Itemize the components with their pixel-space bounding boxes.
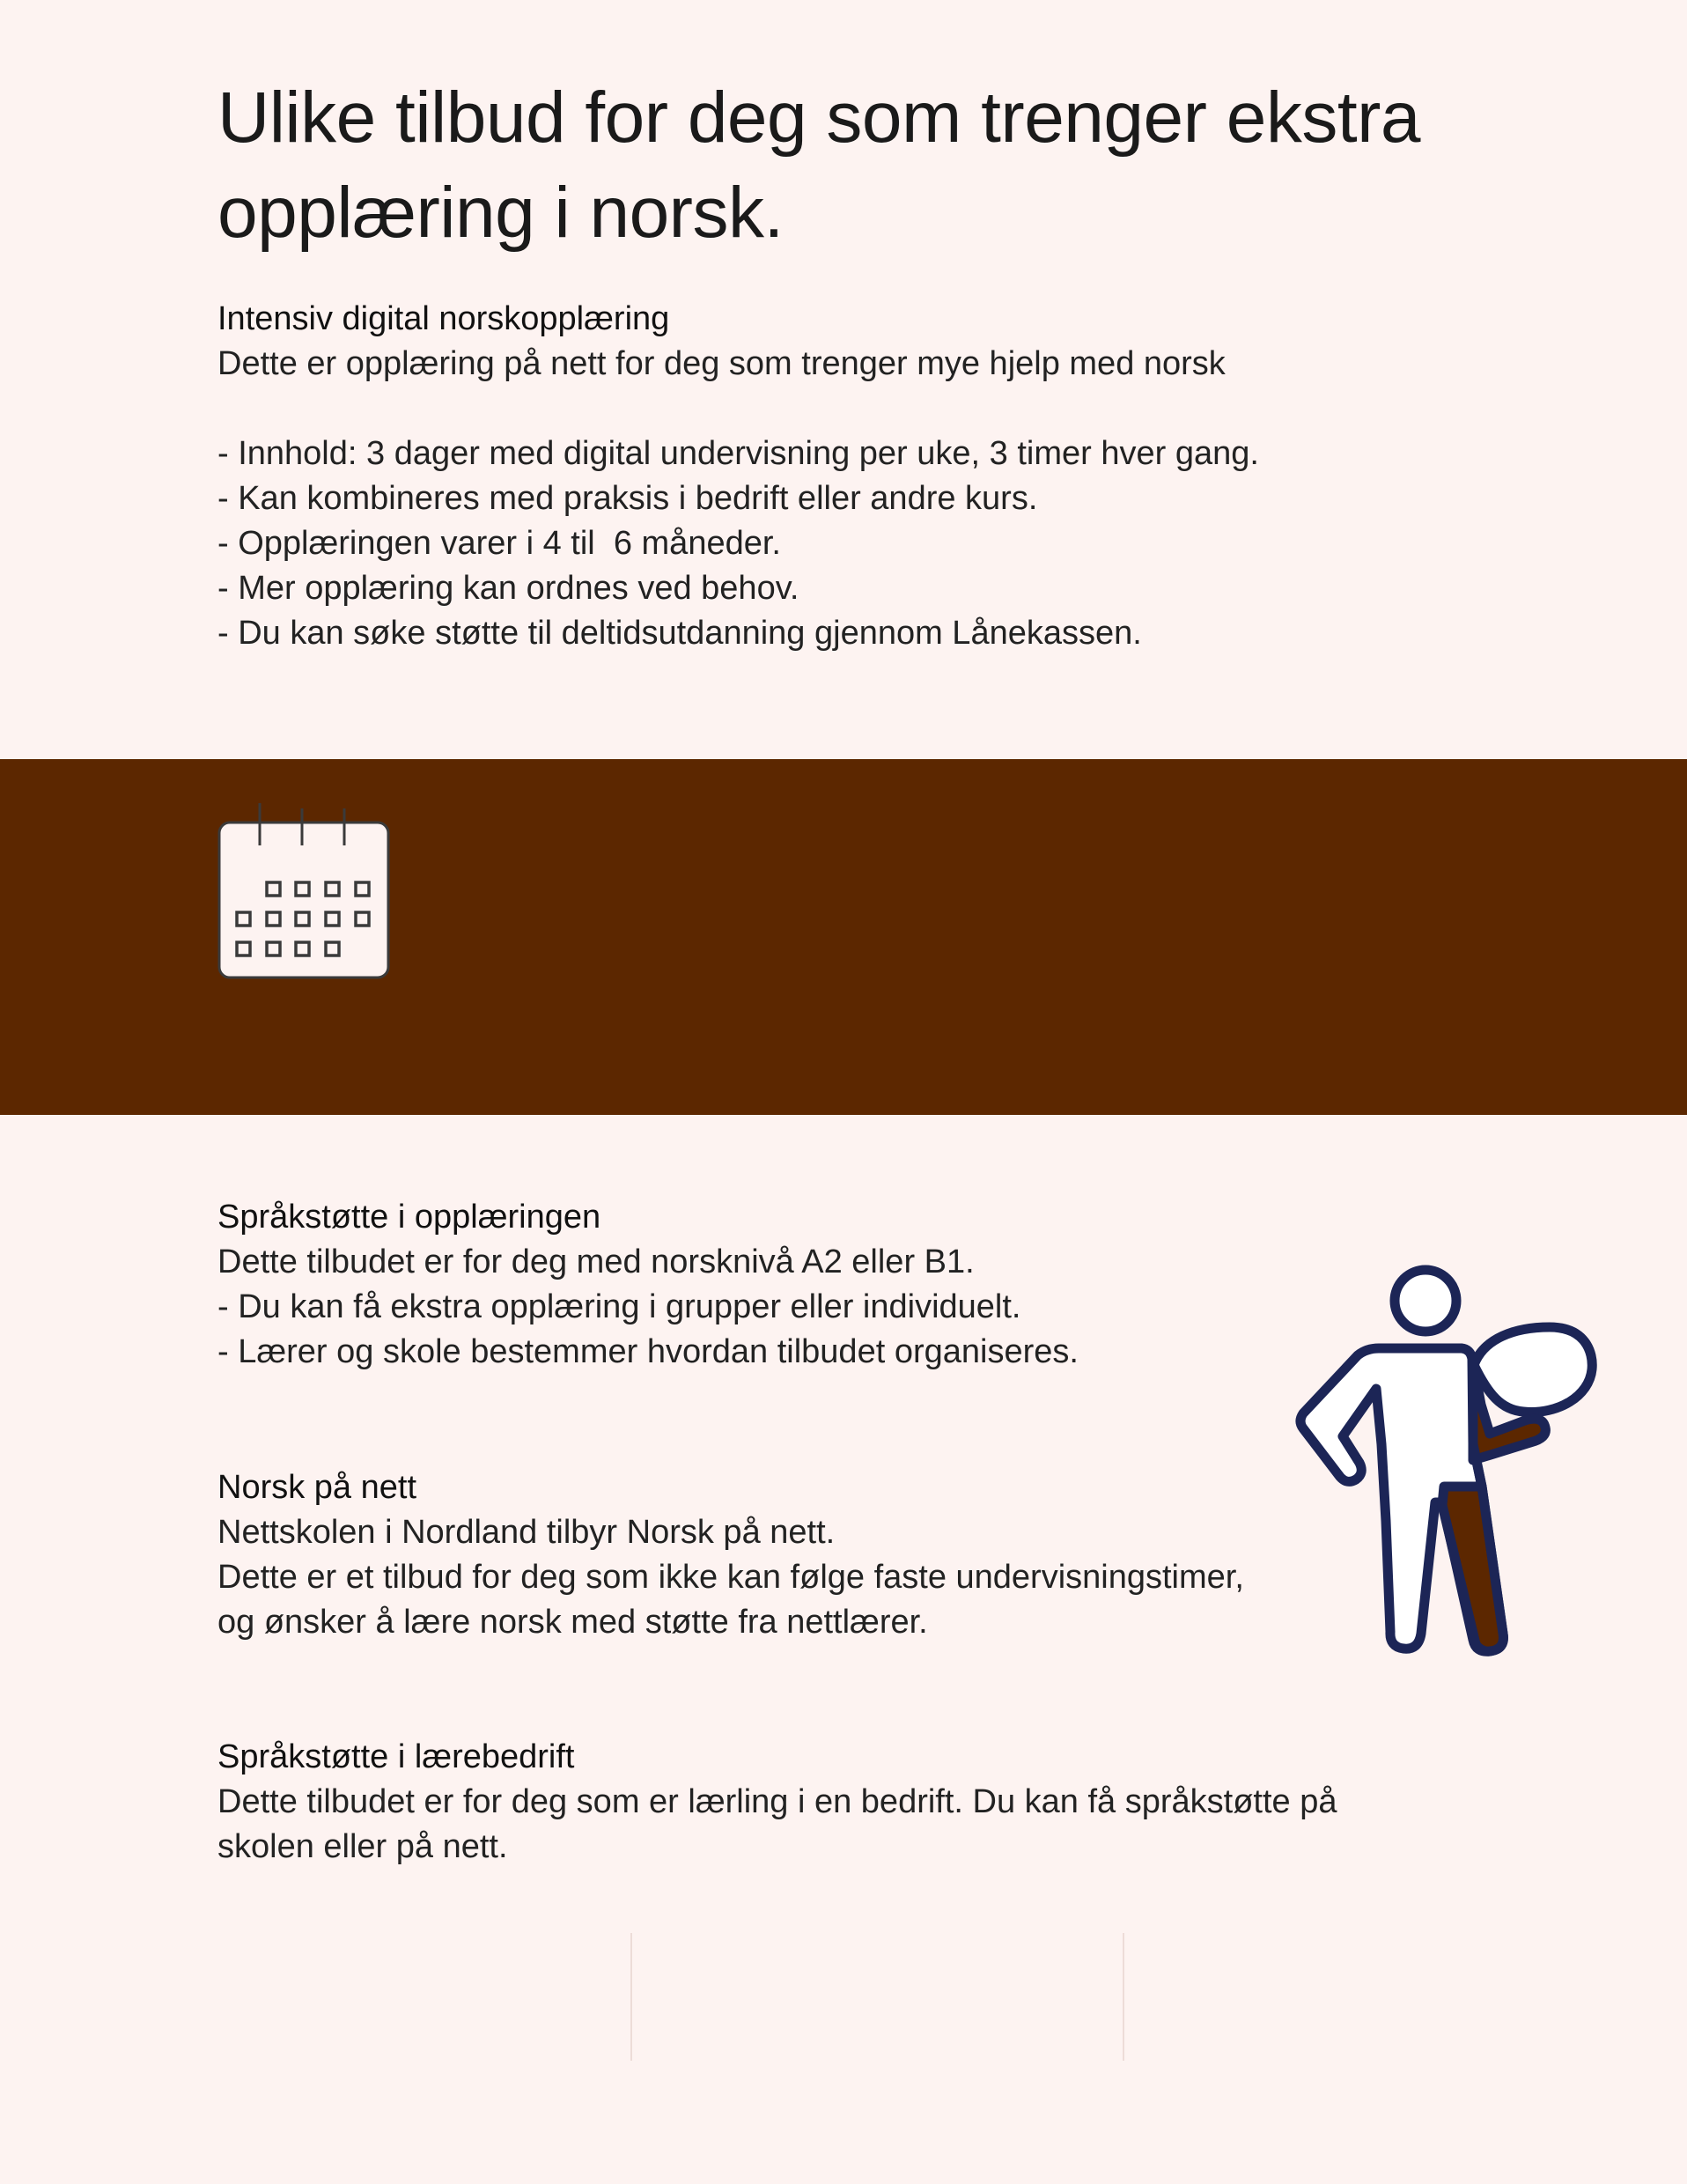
section-sprakstotte-opplaering xyxy=(217,1195,1318,1375)
bullet-item: - Opplæringen varer i 4 til 6 måneder. xyxy=(217,525,781,562)
bullet-item: - Innhold: 3 dager med digital undervisning per uke, 3 timer hver gang. xyxy=(217,435,1259,472)
bullet-item: - Kan kombineres med praksis i bedrift eller andre kurs. xyxy=(217,480,1038,517)
section-norsk-pa-nett xyxy=(217,1465,1318,1645)
section-intensiv-digital xyxy=(217,297,1538,656)
section-heading: Intensiv digital norskopplæring xyxy=(217,300,670,337)
calendar-icon xyxy=(217,803,393,981)
section-line: - Lærer og skole bestemmer hvordan tilbudet organiseres. xyxy=(217,1333,1079,1370)
bullet-item: - Du kan søke støtte til deltidsutdanning gjennom Lånekassen. xyxy=(217,615,1142,652)
divider xyxy=(1123,1933,1124,2061)
section-heading: Norsk på nett xyxy=(217,1469,416,1506)
section-line: Dette tilbudet er for deg med norsknivå A2 eller B1. xyxy=(217,1243,975,1280)
divider xyxy=(630,1933,632,2061)
page-title: Ulike tilbud for deg som trenger ekstra opplæring i norsk. xyxy=(217,77,1421,253)
section-heading: Språkstøtte i opplæringen xyxy=(217,1199,601,1236)
section-line: skolen eller på nett. xyxy=(217,1828,508,1865)
section-line: - Du kan få ekstra opplæring i grupper eller individuelt. xyxy=(217,1288,1021,1325)
section-line: Dette tilbudet er for deg som er lærling i en bedrift. Du kan få språkstøtte på xyxy=(217,1783,1337,1820)
section-line: Dette er et tilbud for deg som ikke kan følge faste undervisningstimer, xyxy=(217,1559,1244,1596)
section-sprakstotte-laerebedrift xyxy=(217,1735,1626,1870)
section-line: og ønsker å lære norsk med støtte fra nettlærer. xyxy=(217,1604,928,1641)
section-line: Nettskolen i Nordland tilbyr Norsk på nett. xyxy=(217,1514,836,1551)
spacer xyxy=(217,387,1538,432)
bullet-item: - Mer opplæring kan ordnes ved behov. xyxy=(217,570,799,607)
section-intro: Dette er opplæring på nett for deg som trenger mye hjelp med norsk xyxy=(217,345,1226,382)
section-heading: Språkstøtte i lærebedrift xyxy=(217,1738,575,1775)
person-with-speech-bubble-icon xyxy=(1294,1255,1602,1682)
